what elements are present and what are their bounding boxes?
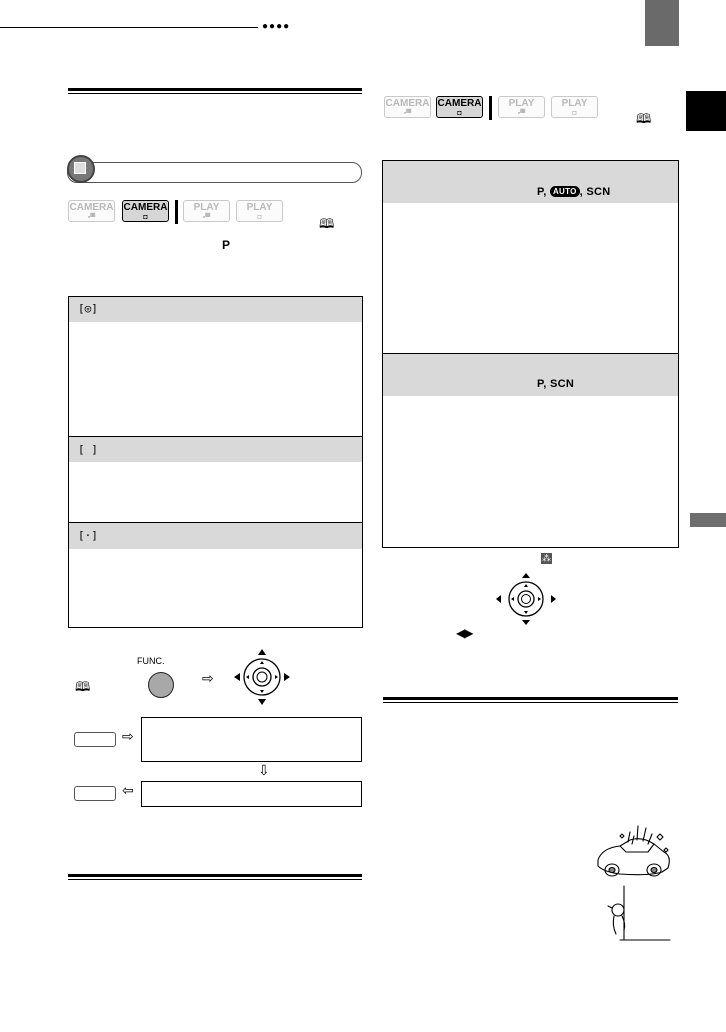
section-heading-rule-thin: [68, 93, 362, 94]
mode-play-still-left: PLAY ◘: [236, 200, 283, 222]
section-heading-rule-3: [383, 697, 678, 700]
joystick-icon: [232, 647, 292, 707]
mode-separator-left: [175, 200, 178, 224]
exposure-row1-modes: P, AUTO , SCN: [537, 186, 611, 198]
mode-play-still-right: PLAY ◘: [551, 96, 598, 118]
section-heading-rule-2-thin: [68, 879, 362, 880]
mode-camera-still-right: CAMERA ◘: [437, 98, 482, 117]
header-rule: [0, 27, 258, 28]
menu-step-box-1: [141, 717, 362, 762]
section-side-tab: [690, 513, 726, 527]
func-label: FUNC.: [137, 656, 165, 666]
section-heading-rule: [68, 88, 362, 91]
book-reference-icon-right: 🕮: [636, 111, 652, 126]
flash-icon: ⁂: [542, 553, 551, 563]
metering-row1-header: [69, 297, 362, 322]
metering-panel: [68, 296, 363, 628]
spot-metering-icon: [·]: [78, 529, 98, 542]
chapter-side-tab: [686, 91, 726, 131]
menu-step-box-2: [141, 781, 362, 807]
mode-play-movie-left: PLAY ▪▀: [183, 200, 230, 222]
chapter-corner-tab: [645, 0, 679, 46]
func-button: [148, 672, 174, 698]
exposure-row2-header: [383, 354, 678, 396]
arrow-down-icon: ⇩: [258, 762, 270, 778]
center-weighted-icon: [ ]: [78, 443, 98, 456]
arrow-right-icon: ⇨: [202, 670, 214, 686]
book-reference-icon-func: 🕮: [75, 679, 91, 694]
car-and-person-illustration: [590, 822, 680, 942]
evaluative-metering-icon: [◎]: [78, 302, 98, 315]
mode-camera-still-left: CAMERA ◘: [123, 202, 168, 221]
checklist-icon-box: [74, 162, 86, 174]
section-heading-rule-2: [68, 874, 362, 877]
menu-key-2: [74, 786, 116, 801]
metering-row3-header: [69, 523, 362, 549]
header-dots: ●●●●: [262, 21, 291, 32]
menu-key-1: [74, 732, 116, 747]
metering-row2-header: [69, 437, 362, 462]
auto-mode-badge: AUTO: [550, 186, 580, 197]
program-mode-symbol: P: [222, 238, 231, 252]
arrow-left-icon: ⇦: [122, 782, 134, 798]
left-right-arrows-icon: ◀▶: [456, 626, 473, 640]
options-bar: [67, 162, 362, 183]
mode-play-movie-right: PLAY ▪▀: [498, 96, 545, 118]
arrow-right-icon-2: ⇨: [122, 728, 134, 744]
section-heading-rule-3-thin: [383, 702, 678, 703]
exposure-row2-modes: P, SCN: [537, 378, 575, 390]
mode-camera-movie-right: CAMERA ▪▀: [385, 98, 430, 117]
joystick-icon-right: [495, 572, 557, 626]
mode-separator-right: [489, 96, 492, 120]
book-reference-icon-left: 🕮: [319, 216, 335, 231]
exposure-row1-header: [383, 161, 678, 203]
mode-camera-movie-left: CAMERA ▪▀: [69, 202, 114, 221]
